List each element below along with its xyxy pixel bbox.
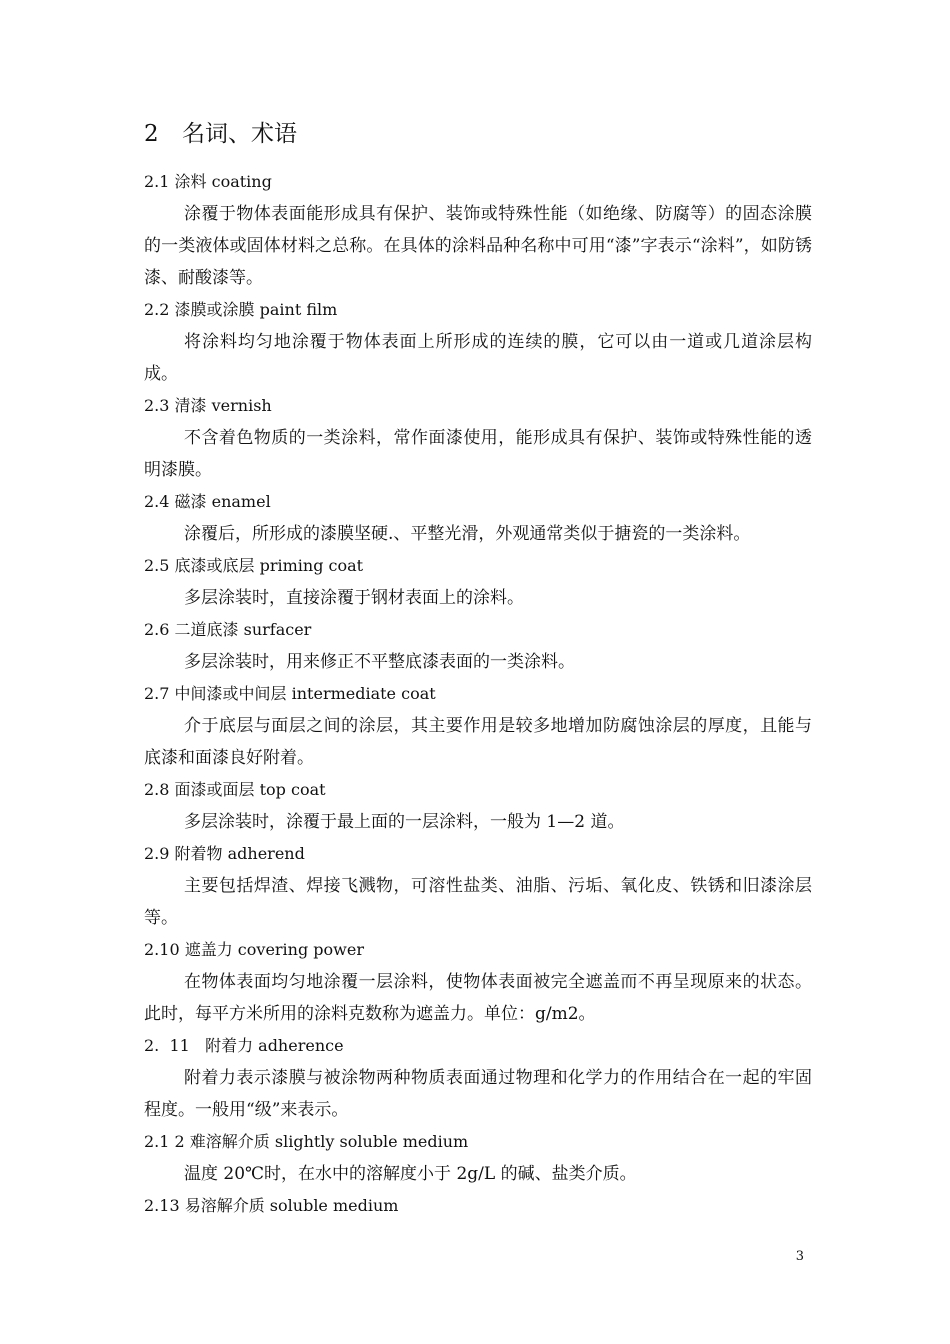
term-definition: 涂覆后，所形成的漆膜坚硬.、平整光滑，外观通常类似于搪瓷的一类涂料。 xyxy=(184,524,751,544)
term-number: 2.1 2 xyxy=(144,1132,190,1151)
term-heading xyxy=(144,614,812,646)
term-number: 2.2 xyxy=(144,300,175,319)
term-name: 附着力 adherence xyxy=(205,1036,344,1055)
term-definition: 在物体表面均匀地涂覆一层涂料，使物体表面被完全遮盖而不再呈现原来的状态。此时，每平方米所用的涂料克数称为遮盖力。单位：g/m2。 xyxy=(144,972,812,1024)
section-heading xyxy=(144,118,297,150)
term-number: 2.8 xyxy=(144,780,175,799)
term-heading xyxy=(144,486,812,518)
term-heading xyxy=(144,1030,812,1062)
term-number: 2.5 xyxy=(144,556,175,575)
term-heading xyxy=(144,934,812,966)
terms-list xyxy=(144,166,812,1222)
term-name: 底漆或底层 priming coat xyxy=(174,556,364,575)
term-heading xyxy=(144,390,812,422)
term-name: 磁漆 enamel xyxy=(174,492,271,511)
term-definition: 温度 20℃时，在水中的溶解度小于 2g/L 的碱、盐类介质。 xyxy=(184,1164,637,1184)
term-number: 2.10 xyxy=(144,940,185,959)
term-number: 2. 11 xyxy=(144,1036,206,1055)
term-name: 难溶解介质 slightly soluble medium xyxy=(189,1132,469,1151)
term-name: 二道底漆 surfacer xyxy=(174,620,312,639)
term-number: 2.7 xyxy=(144,684,175,703)
term-heading xyxy=(144,294,812,326)
term-heading xyxy=(144,1126,812,1158)
term-name: 涂料 coating xyxy=(174,172,272,191)
term-definition: 将涂料均匀地涂覆于物体表面上所形成的连续的膜，它可以由一道或几道涂层构成。 xyxy=(144,332,812,384)
term-number: 2.9 xyxy=(144,844,175,863)
term-heading xyxy=(144,1190,812,1222)
term-heading xyxy=(144,550,812,582)
term-heading xyxy=(144,774,812,806)
term-definition: 附着力表示漆膜与被涂物两种物质表面通过物理和化学力的作用结合在一起的牢固程度。一般用“级”来表示。 xyxy=(144,1068,812,1120)
term-definition: 多层涂装时，用来修正不平整底漆表面的一类涂料。 xyxy=(184,652,575,672)
term-heading xyxy=(144,166,812,198)
term-definition: 不含着色物质的一类涂料，常作面漆使用，能形成具有保护、装饰或特殊性能的透明漆膜。 xyxy=(144,428,812,480)
term-name: 中间漆或中间层 intermediate coat xyxy=(174,684,436,703)
term-name: 漆膜或涂膜 paint film xyxy=(174,300,338,319)
term-definition: 多层涂装时，涂覆于最上面的一层涂料，一般为 1—2 道。 xyxy=(184,812,625,832)
term-name: 附着物 adherend xyxy=(174,844,305,863)
term-definition: 涂覆于物体表面能形成具有保护、装饰或特殊性能（如绝缘、防腐等）的固态涂膜的一类液体或固体材料之总称。在具体的涂料品种名称中可用“漆”字表示“涂料”，如防锈漆、耐酸漆等。 xyxy=(144,204,812,288)
term-definition: 介于底层与面层之间的涂层，其主要作用是较多地增加防腐蚀涂层的厚度，且能与底漆和面漆良好附着。 xyxy=(144,716,812,768)
term-name: 清漆 vernish xyxy=(174,396,272,415)
page-number: 3 xyxy=(795,1249,804,1264)
term-definition: 多层涂装时，直接涂覆于钢材表面上的涂料。 xyxy=(184,588,524,608)
section-title: 名词、术语 xyxy=(182,121,297,147)
term-number: 2.3 xyxy=(144,396,175,415)
term-name: 易溶解介质 soluble medium xyxy=(184,1196,399,1215)
term-number: 2.4 xyxy=(144,492,175,511)
term-definition: 主要包括焊渣、焊接飞溅物，可溶性盐类、油脂、污垢、氧化皮、铁锈和旧漆涂层等。 xyxy=(144,876,812,928)
term-number: 2.1 xyxy=(144,172,175,191)
term-number: 2.13 xyxy=(144,1196,185,1215)
term-heading xyxy=(144,678,812,710)
term-name: 面漆或面层 top coat xyxy=(174,780,326,799)
term-heading xyxy=(144,838,812,870)
section-number: 2 xyxy=(144,121,159,147)
term-name: 遮盖力 covering power xyxy=(184,940,364,959)
term-number: 2.6 xyxy=(144,620,175,639)
